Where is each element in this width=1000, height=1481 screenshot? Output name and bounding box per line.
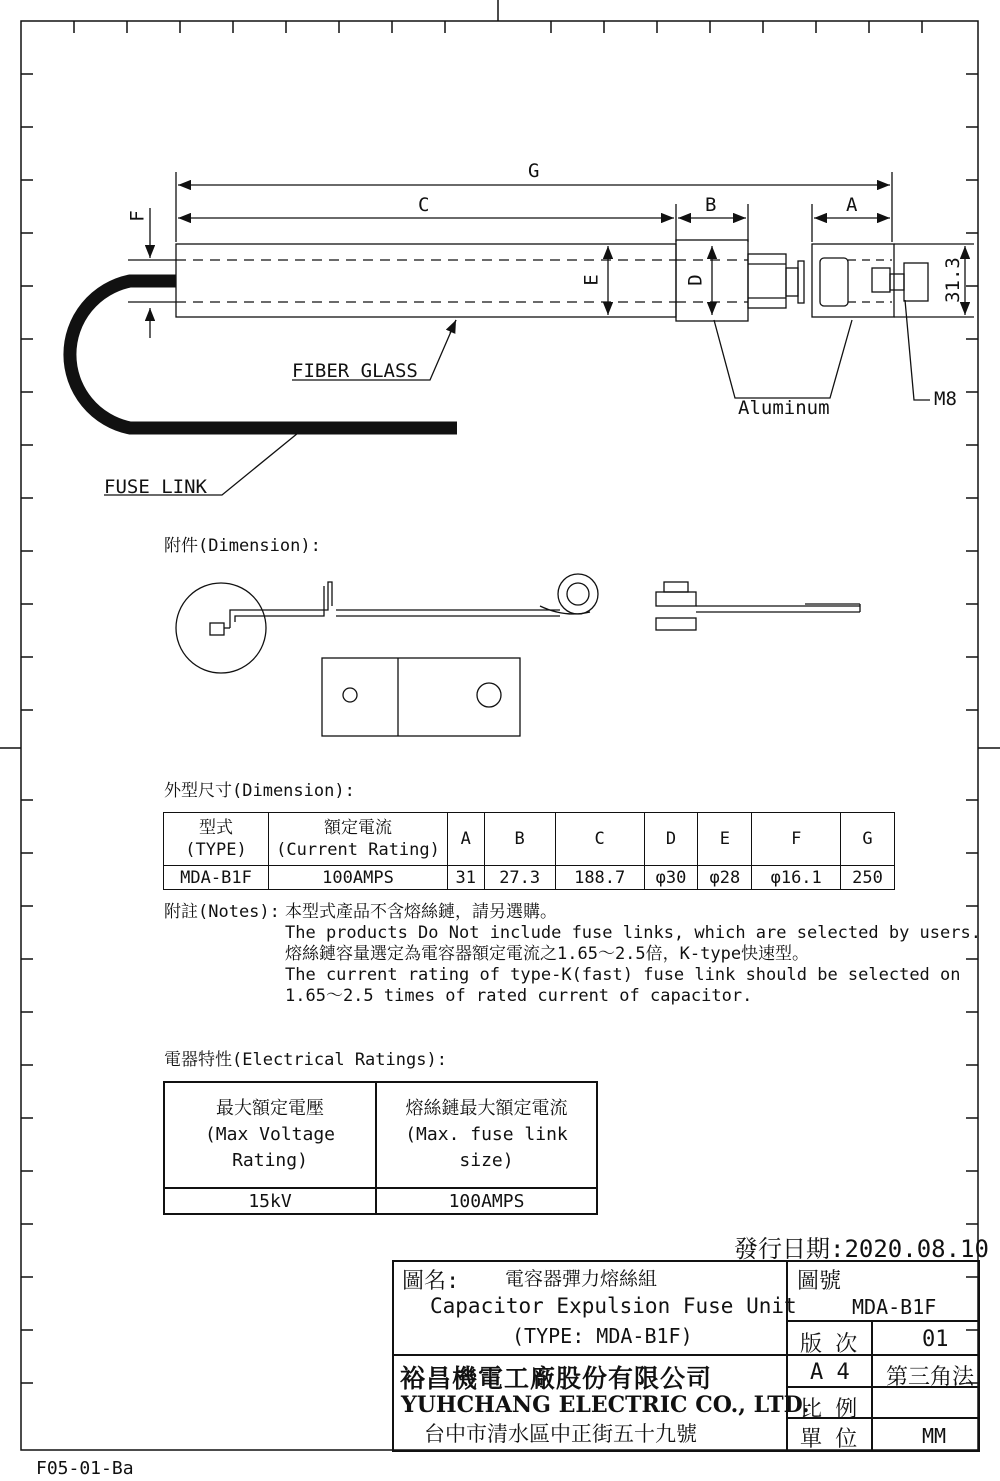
drawing-no-label: 圖號 [797,1269,842,1294]
company-name-en: YUHCHANG ELECTRIC CO., LTD. [401,1392,810,1418]
header-g: G [841,813,895,866]
header-fuse-size: 熔絲鏈最大額定電流 (Max. fuse link size) [376,1082,597,1188]
dim-label-b: B [705,194,717,216]
title-name-zh: 電容器彈力熔絲組 [505,1268,658,1290]
header-d: D [644,813,698,866]
note-line: 1.65～2.5 times of rated current of capacitor. [285,986,753,1006]
header-c: C [555,813,644,866]
dim-label-d: D [684,274,707,286]
issue-date: 發行日期:2020.08.10 [734,1235,989,1263]
dim-label-a: A [846,194,858,216]
dim-label-c: C [418,194,430,216]
header-e: E [698,813,752,866]
callout-fiber-glass: FIBER GLASS [292,360,418,382]
header-type: 型式 (TYPE) [164,813,269,866]
version-label: 版 次 [800,1332,858,1357]
header-a: A [448,813,485,866]
callout-aluminum: Aluminum [738,397,830,419]
drawing-no: MDA-B1F [852,1295,937,1319]
header-voltage: 最大額定電壓 (Max Voltage Rating) [164,1082,376,1188]
header-b: B [484,813,555,866]
unit-label: 單 位 [800,1427,858,1452]
form-code: F05-01-Ba [36,1458,134,1479]
callout-m8: M8 [934,388,957,410]
paper-size: A 4 [810,1360,850,1385]
header-rating: 額定電流 (Current Rating) [269,813,448,866]
dim-label-g: G [528,160,540,182]
cell-e: φ28 [698,866,752,890]
note-line: The current rating of type-K(fast) fuse link should be selected on [285,965,961,985]
attachment-drawing [160,560,880,750]
cell-c: 188.7 [555,866,644,890]
scale-label: 比 例 [800,1397,858,1422]
company-address: 台中市清水區中正街五十九號 [424,1422,697,1446]
projection: 第三角法 [886,1365,975,1390]
cell-type: MDA-B1F [164,866,269,890]
cell-f: φ16.1 [752,866,841,890]
cell-d: φ30 [644,866,698,890]
electrical-title: 電器特性(Electrical Ratings): [164,1050,447,1070]
cell-fuse-size: 100AMPS [376,1188,597,1214]
attachment-title: 附件(Dimension): [164,536,321,556]
cell-g: 250 [841,866,895,890]
cell-b: 27.3 [484,866,555,890]
cell-rating: 100AMPS [269,866,448,890]
dimension-title: 外型尺寸(Dimension): [164,781,355,801]
note-line: The products Do Not include fuse links, which are selected by users. [285,923,981,943]
unit-value: MM [922,1424,947,1448]
title-name-label: 圖名: [402,1269,460,1294]
company-name-zh: 裕昌機電工廠股份有限公司 [400,1364,713,1393]
dim-label-e: E [580,274,603,286]
title-name-type: (TYPE: MDA-B1F) [512,1324,693,1348]
callout-fuse-link: FUSE LINK [104,476,207,498]
electrical-table [163,1081,598,1215]
dim-label-f: F [126,210,149,222]
dim-label-height: 31.3 [941,257,964,303]
title-name-en: Capacitor Expulsion Fuse Unit [430,1294,797,1318]
note-line: 本型式產品不含熔絲鏈，請另選購。 [285,902,557,922]
dimension-table [163,812,895,890]
notes-label: 附註(Notes): [164,902,280,922]
version-value: 01 [922,1327,949,1352]
note-line: 熔絲鏈容量選定為電容器額定電流之1.65～2.5倍，K-type快速型。 [285,944,810,964]
header-f: F [752,813,841,866]
cell-a: 31 [448,866,485,890]
cell-voltage: 15kV [164,1188,376,1214]
